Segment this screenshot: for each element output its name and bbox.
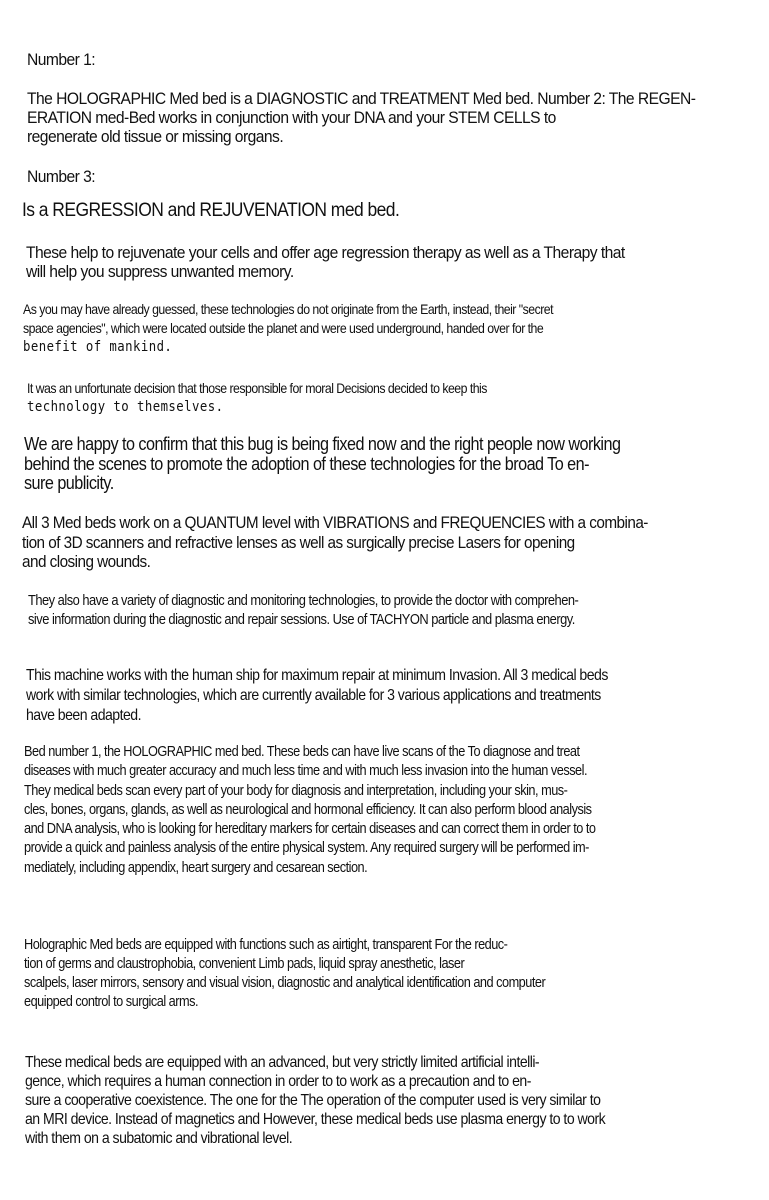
text-line: They medical beds scan every part of your body for diagnosis and interpretation, including your skin, mus- (24, 781, 568, 799)
text-line: tion of 3D scanners and refractive lenses as well as surgically precise Lasers for opening (22, 532, 575, 552)
text-line: sure a cooperative coexistence. The one for the The operation of the computer used is very similar to (25, 1092, 601, 1109)
paragraph (28, 591, 668, 629)
paragraph (23, 300, 625, 357)
paragraph (27, 167, 101, 186)
paragraph (22, 201, 432, 220)
text-line: We are happy to confirm that this bug is being fixed now and the right people now working (24, 434, 621, 454)
text-line: provide a quick and painless analysis of the entire physical system. Any required surgery will be performed im- (24, 839, 589, 857)
text-line: The HOLOGRAPHIC Med bed is a DIAGNOSTIC and TREATMENT Med bed. Number 2: The REGEN- (27, 89, 696, 108)
text-line: behind the scenes to promote the adoption of these technologies for the broad To en- (24, 453, 589, 474)
text-line: This machine works with the human ship for maximum repair at minimum Invasion. All 3 medical beds (26, 667, 608, 684)
text-line: Bed number 1, the HOLOGRAPHIC med bed. These beds can have live scans of the To diagnose and treat (24, 743, 580, 760)
text-line: sure publicity. (24, 473, 114, 493)
text-line: and closing wounds. (22, 552, 151, 571)
text-line: technology to themselves. (27, 399, 224, 415)
text-line: They also have a variety of diagnostic and monitoring technologies, to provide the doctor with comprehen- (28, 592, 579, 609)
paragraph (22, 513, 717, 572)
text-line: All 3 Med beds work on a QUANTUM level with VIBRATIONS and FREQUENCIES with a combina- (22, 513, 648, 532)
text-line: regenerate old tissue or missing organs. (27, 127, 284, 146)
text-line: and DNA analysis, who is looking for hereditary markers for certain diseases and can correct them in order to to (24, 820, 596, 838)
text-line: ERATION med-Bed works in conjunction with your DNA and your STEM CELLS to (27, 108, 556, 127)
paragraph (27, 89, 753, 146)
text-line: tion of germs and claustrophobia, convenient Limb pads, liquid spray anesthetic, laser (24, 955, 465, 972)
paragraph (25, 1053, 684, 1148)
text-line: work with similar technologies, which are currently available for 3 various applications and treatments (26, 687, 601, 704)
paragraph (24, 742, 696, 877)
paragraph (24, 435, 687, 494)
paragraph (26, 243, 677, 281)
text-line: sive information during the diagnostic and repair sessions. Use of TACHYON particle and plasma energy. (28, 611, 575, 628)
text-line: Number 3: (27, 167, 96, 186)
text-line: with them on a subatomic and vibrational level. (25, 1130, 293, 1147)
paragraph (24, 935, 637, 1011)
text-line: Number 1: (27, 50, 96, 69)
text-line: an MRI device. Instead of magnetics and However, these medical beds use plasma energy to to work (25, 1111, 606, 1128)
text-line: have been adapted. (26, 707, 141, 724)
text-line: equipped control to surgical arms. (24, 993, 199, 1010)
text-line: space agencies", which were located outside the planet and were used underground, handed over for the (23, 320, 544, 336)
text-line: Holographic Med beds are equipped with functions such as airtight, transparent For the reduc- (24, 936, 508, 953)
text-line: scalpels, laser mirrors, sensory and visual vision, diagnostic and analytical identification and computer (24, 974, 546, 991)
text-line: diseases with much greater accuracy and much less time and with much less invasion into the human vessel. (24, 762, 588, 780)
paragraph (27, 50, 101, 69)
text-line: These help to rejuvenate your cells and offer age regression therapy as well as a Therapy that (26, 243, 625, 262)
text-line: mediately, including appendix, heart surgery and cesarean section. (24, 858, 368, 876)
text-line: As you may have already guessed, these technologies do not originate from the Earth, instead, their "secret (23, 301, 553, 317)
text-line: gence, which requires a human connection in order to to work as a precaution and to en- (25, 1073, 531, 1090)
paragraph (27, 379, 550, 417)
text-line: Is a REGRESSION and REJUVENATION med bed. (22, 200, 400, 221)
text-line: benefit of mankind. (23, 339, 173, 355)
text-line: will help you suppress unwanted memory. (26, 262, 294, 281)
text-line: These medical beds are equipped with an advanced, but very strictly limited artificial intelli- (25, 1054, 540, 1071)
paragraph (26, 666, 687, 726)
text-line: cles, bones, organs, glands, as well as neurological and hormonal efficiency. It can also perform blood analysis (24, 800, 592, 818)
text-line: It was an unfortunate decision that those responsible for moral Decisions decided to keep this (27, 380, 487, 396)
